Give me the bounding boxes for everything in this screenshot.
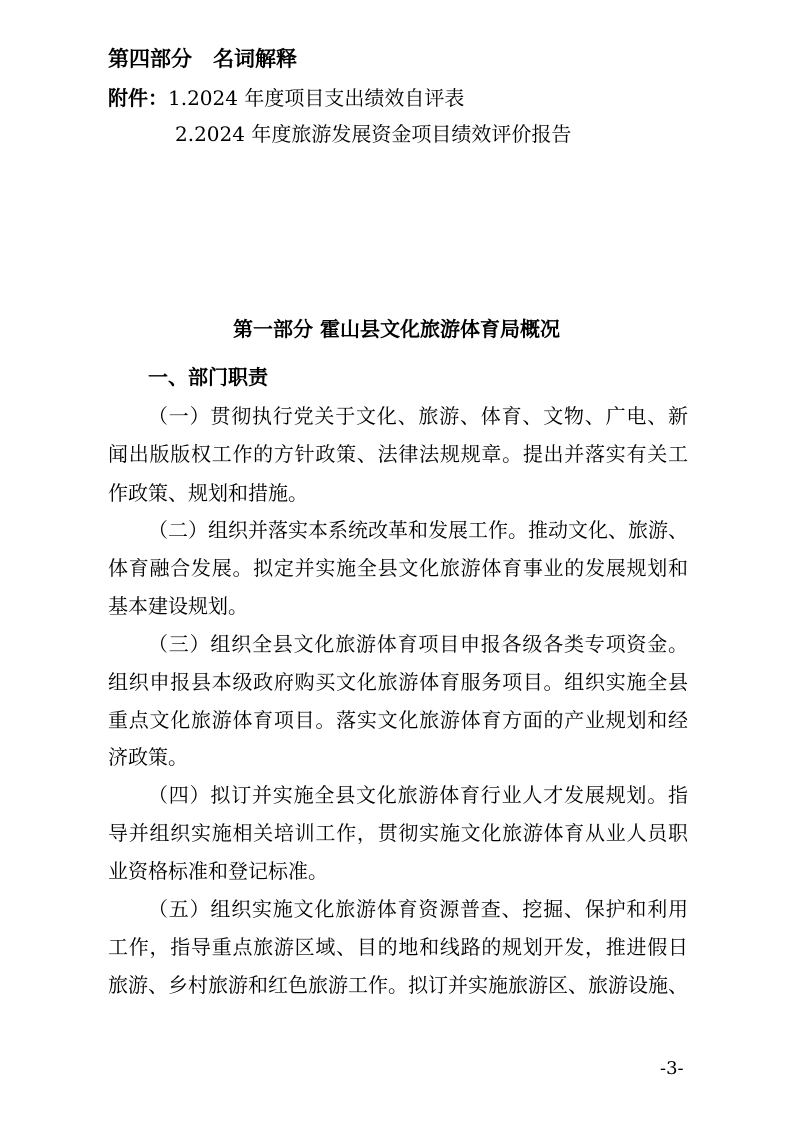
paragraph-line: 组织申报县本级政府购买文化旅游体育服务项目。组织实施全县 (108, 670, 688, 694)
paragraph-line: 工作，指导重点旅游区域、目的地和线路的规划开发，推进假日 (108, 935, 688, 959)
paragraph-line: 济政策。 (108, 745, 188, 769)
paragraph-line: （三）组织全县文化旅游体育项目申报各级各类专项资金。 (148, 632, 688, 656)
paragraph-line: 基本建设规划。 (108, 594, 248, 618)
paragraph-line: （二）组织并落实本系统改革和发展工作。推动文化、旅游、 (148, 518, 688, 542)
paragraph-line: 闻出版版权工作的方针政策、法律法规规章。提出并落实有关工 (108, 442, 688, 466)
paragraph-line: 重点文化旅游体育项目。落实文化旅游体育方面的产业规划和经 (108, 708, 688, 732)
paragraph-line: 作政策、规划和措施。 (108, 481, 308, 505)
attachment-1: 1.2024 年度项目支出绩效自评表 (168, 86, 465, 110)
toc-part4: 第四部分 名词解释 (108, 47, 297, 71)
attachments-line (108, 86, 464, 110)
paragraph-line: 业资格标准和登记标准。 (108, 859, 328, 883)
page-number: -3- (660, 1058, 684, 1079)
attachment-2: 2.2024 年度旅游发展资金项目绩效评价报告 (175, 122, 572, 146)
paragraph-line: 导并组织实施相关培训工作，贯彻实施文化旅游体育从业人员职 (108, 821, 688, 845)
part1-title: 第一部分 霍山县文化旅游体育局概况 (233, 317, 560, 341)
paragraph-line: 体育融合发展。拟定并实施全县文化旅游体育事业的发展规划和 (108, 556, 688, 580)
paragraph-line: 旅游、乡村旅游和红色旅游工作。拟订并实施旅游区、旅游设施、 (108, 973, 688, 997)
attachments-label: 附件： (108, 86, 168, 110)
paragraph-line: （一）贯彻执行党关于文化、旅游、体育、文物、广电、新 (148, 404, 688, 428)
paragraph-line: （四）拟订并实施全县文化旅游体育行业人才发展规划。指 (148, 783, 688, 807)
section1-heading: 一、部门职责 (148, 365, 268, 389)
paragraph-line: （五）组织实施文化旅游体育资源普查、挖掘、保护和利用 (148, 897, 688, 921)
